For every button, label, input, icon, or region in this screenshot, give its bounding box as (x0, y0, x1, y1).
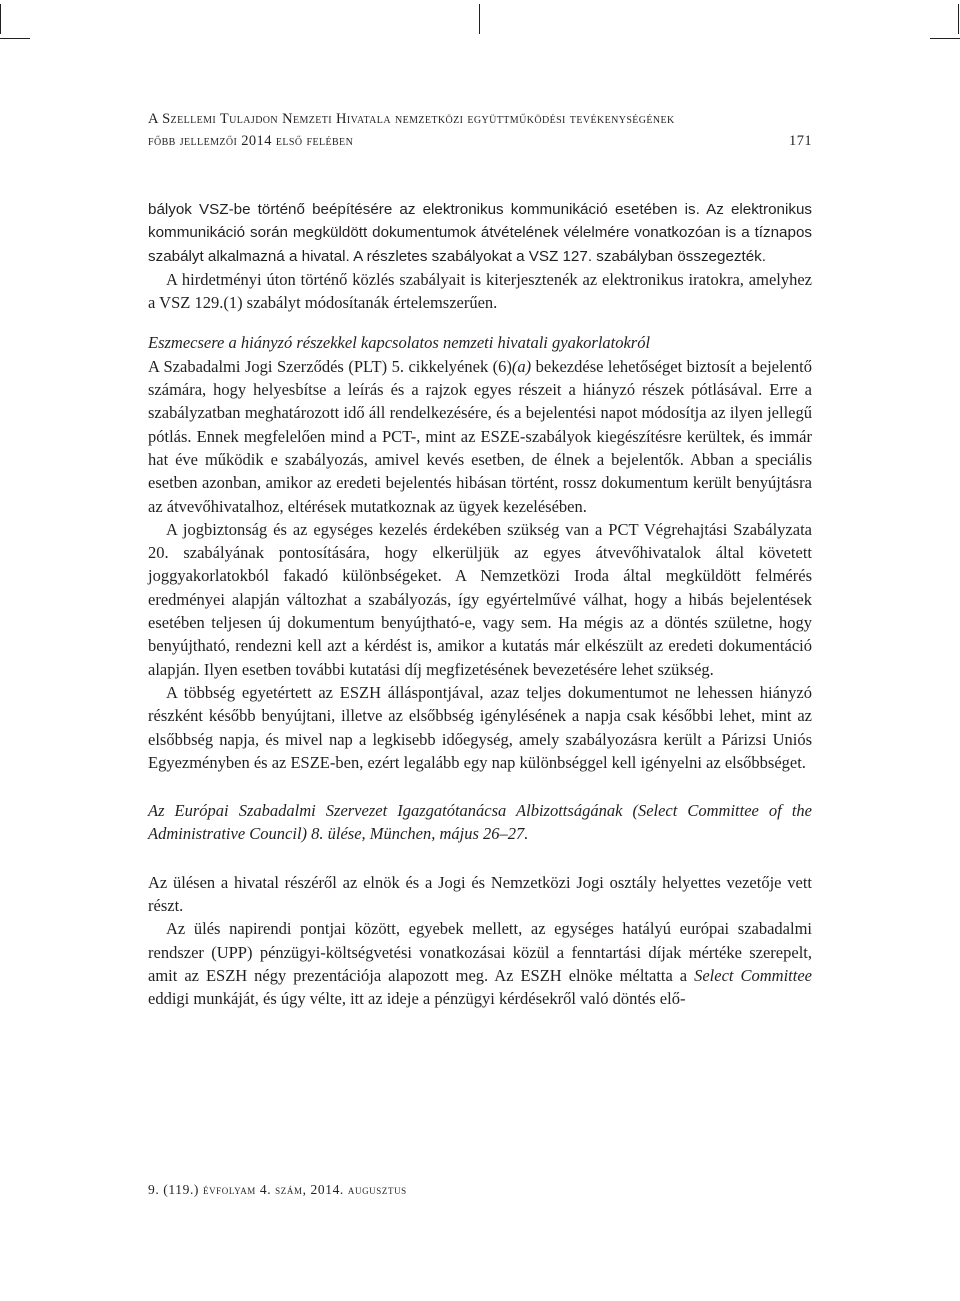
crop-mark-left-horizontal (0, 38, 30, 39)
crop-mark-right (958, 4, 959, 34)
paragraph-7-emphasis: Select Committee (694, 965, 812, 985)
paragraph-3-rest: bekezdése lehetőséget biztosít a bejelentő számára, hogy helyesbítse a leírás és a rajzok egyes részeit a hiányzó részek pótlásával. Erre a szabályzatban meghatározott idő áll rendelkezésére, és a bejelentési napot módosítja az ilyen jellegű pótlás. Ennek megfelelően mind a PCT-, mint az ESZE-szabályok kiegészítésre kerültek, és immár hat éve működik e szabályozás, amivel kevés esetben, de élnek a bejelentők. Abban a speciális esetben azonban, amikor az eredeti bejelentés hibásan történt, rossz dokumentum került benyújtásra az átvevőhivatalhoz, eltérések mutatkoznak az ügyek kezelésében. (148, 356, 812, 516)
paragraph-6: Az ülésen a hivatal részéről az elnök és a Jogi és Nemzetközi Jogi osztály helyettes vezetője vett részt. (148, 872, 812, 916)
paragraph-4: A jogbiztonság és az egységes kezelés érdekében szükség van a PCT Végrehajtási Szabályzata 20. szabályának pontosítására, hogy elkerüljük az egyes átvevőhivatalok által követett joggyakorlatokból fakadó különbségeket. A Nemzetközi Iroda által megküldött felmérés eredményei alapján változhat a szabályozás, így egyértelművé válhat, hogy a hibás bejelentések esetében teljesen új dokumentum benyújtható-e, vagy sem. Ha mégis az a döntés születne, hogy benyújtható, rendezni kell azt a kérdést is, amikor a kutatás már elkészült az eredeti dokumentáció alapján. Ilyen esetben további kutatási díj megfizetésének bevezetésére lehet szükség. (148, 519, 812, 679)
section-heading-missing-parts: Eszmecsere a hiányzó részekkel kapcsolatos nemzeti hivatali gyakorlatokról (148, 333, 651, 353)
running-head-line-1: A Szellemi Tulajdon Nemzeti Hivatala nemzetközi együttműködési tevékenységének (148, 111, 675, 127)
paragraph-1: bályok VSZ-be történő beépítésére az elektronikus kommunikáció esetében is. Az elektronikus kommunikáció során megküldött dokumentumok átvételének vélelmére vonatkozóan is a tíznapos szabályt alkalmazná a hivatal. A részletes szabályokat a VSZ 127. szabályban összegezték. (148, 201, 812, 265)
paragraph-7 (148, 917, 812, 1010)
body-text (148, 198, 812, 1011)
paragraph-7-rest: eddigi munkáját, és úgy vélte, itt az ideje a pénzügyi kérdésekről való döntés elő- (148, 989, 686, 1009)
paragraph-5: A többség egyetértett az ESZH álláspontjával, azaz teljes dokumentumot ne lehessen hiányzó részként később benyújtani, illetve az elsőbbség igénylésének a napja csak későbbi lehet, mint az elsőbbség napja, és mivel nap a legkisebb időegység, amely szabályozásra került a Párizsi Uniós Egyezményben és az ESZE-ben, ezért legalább egy nap különbséggel kell igényelni az elsőbbséget. (148, 682, 812, 772)
paragraph-7-start: Az ülés napirendi pontjai között, egyebek mellett, az egységes hatályú európai szabadalmi rendszer (UPP) pénzügyi-költségvetési vonatkozásai közül a fenntartási díjak mértéke szerepelt, amit az ESZH négy prezentációja alapozott meg. Az ESZH elnöke méltatta a (148, 919, 812, 985)
paragraph-2: A hirdetményi úton történő közlés szabályait is kiterjesztenék az elektronikus iratokra, amelyhez a VSZ 129.(1) szabályt módosítanák értelemszerűen. (148, 269, 812, 313)
running-head-line-2: főbb jellemzői 2014 első felében (148, 133, 354, 149)
crop-mark-left (0, 4, 1, 34)
running-head (148, 108, 812, 152)
paragraph-3 (148, 355, 812, 518)
paragraph-3-start: A Szabadalmi Jogi Szerződés (PLT) 5. cikkelyének (6) (148, 356, 512, 376)
section-heading-select-committee: Az Európai Szabadalmi Szervezet Igazgatótanácsa Albizottságának (Select Committee of the Administrative Council) 8. ülése, München, május 26–27. (148, 801, 812, 844)
crop-mark-right-horizontal (930, 38, 960, 39)
page-number: 171 (789, 133, 812, 149)
page-footer: 9. (119.) évfolyam 4. szám, 2014. augusztus (148, 1182, 407, 1197)
paragraph-3-emphasis: (a) (511, 356, 532, 376)
crop-mark-center (479, 4, 480, 34)
